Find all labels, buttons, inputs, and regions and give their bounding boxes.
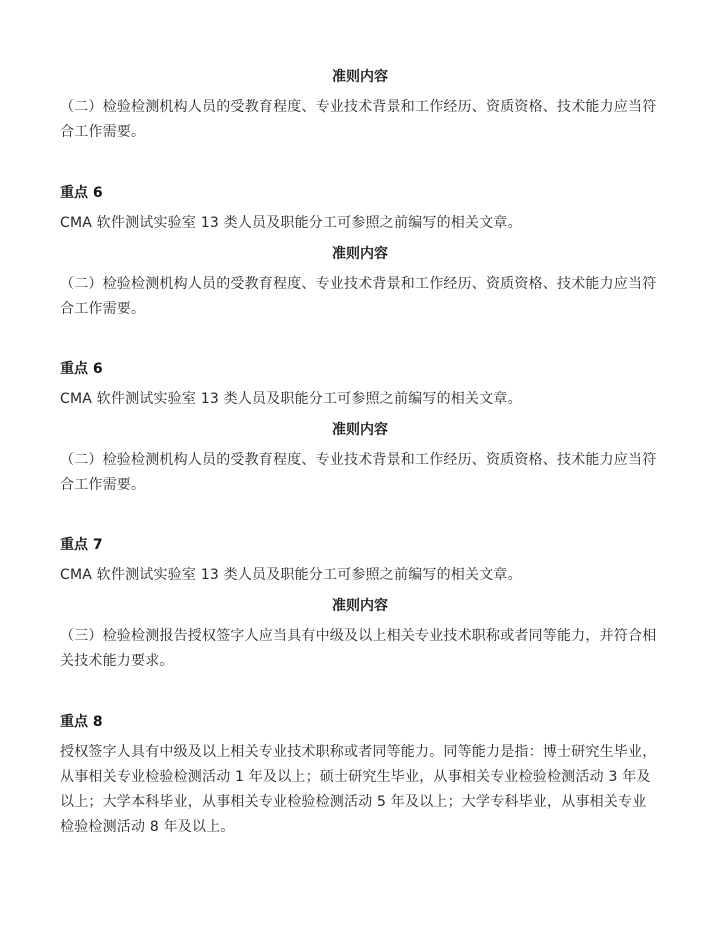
point-body: 授权签字人具有中级及以上相关专业技术职称或者同等能力。同等能力是指：博士研究生毕业，从事相关专业检验检测活动 1 年及以上；硕士研究生毕业，从事相关专业检验检测活动 3 年及以上；大学本科毕业，从事相关专业检验检测活动 5 年及以上；大学专科毕业，从事相关专业检验检测活动 8 年及以上。 [60,744,657,835]
point-heading: 重点 6 [60,185,103,201]
point-heading: 重点 7 [60,537,103,553]
criteria-heading: 准则内容 [332,422,388,438]
point-body: CMA 软件测试实验室 13 类人员及职能分工可参照之前编写的相关文章。 [60,215,522,231]
criteria-text: （二）检验检测机构人员的受教育程度、专业技术背景和工作经历、资质资格、技术能力应当符合工作需要。 [60,99,657,140]
criteria-text: （三）检验检测报告授权签字人应当具有中级及以上相关专业技术职称或者同等能力，并符合相关技术能力要求。 [60,628,657,669]
criteria-text: （二）检验检测机构人员的受教育程度、专业技术背景和工作经历、资质资格、技术能力应当符合工作需要。 [60,452,657,493]
criteria-heading: 准则内容 [332,246,388,262]
criteria-text: （二）检验检测机构人员的受教育程度、专业技术背景和工作经历、资质资格、技术能力应当符合工作需要。 [60,276,657,317]
criteria-heading: 准则内容 [332,69,388,85]
point-heading: 重点 6 [60,361,103,377]
criteria-heading: 准则内容 [332,598,388,614]
point-body: CMA 软件测试实验室 13 类人员及职能分工可参照之前编写的相关文章。 [60,391,522,407]
point-heading: 重点 8 [60,714,103,730]
point-body: CMA 软件测试实验室 13 类人员及职能分工可参照之前编写的相关文章。 [60,567,522,583]
